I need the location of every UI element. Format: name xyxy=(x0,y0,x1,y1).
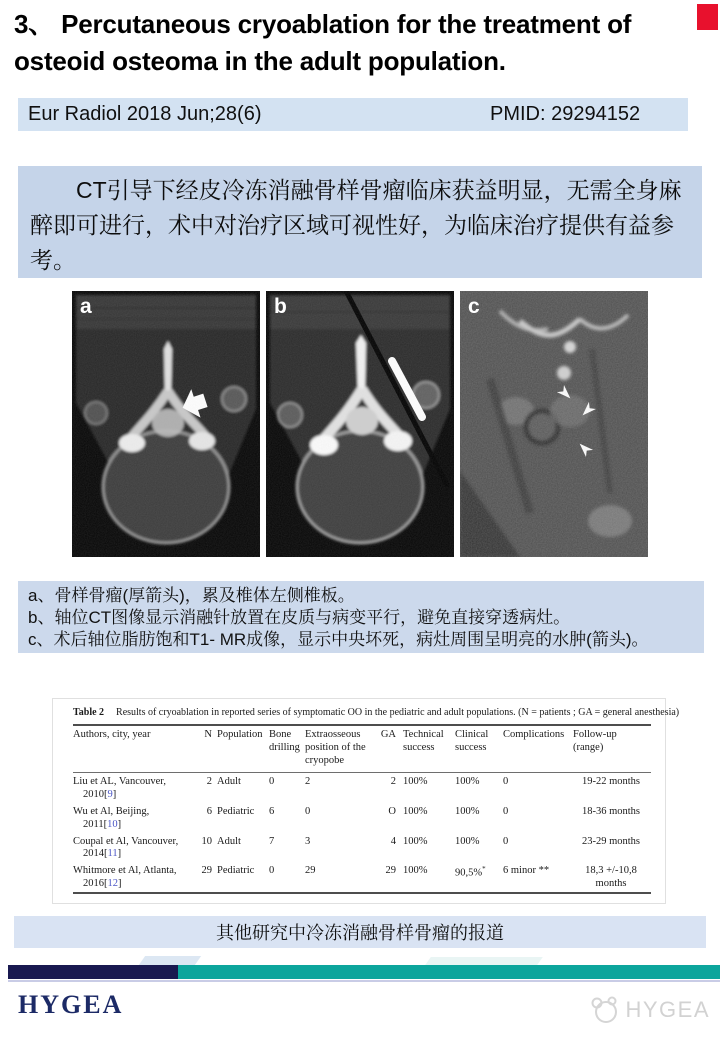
table-cell: Wu et Al, Beijing, 2011[10] xyxy=(73,805,150,830)
figure-caption-box xyxy=(18,581,704,653)
table-cell: 0 xyxy=(269,865,275,877)
panel-label-b: b xyxy=(274,295,287,318)
hygea-watermark-text: HYGEA xyxy=(625,997,710,1022)
table-cell: 100% xyxy=(403,776,428,788)
table-cell: 90,5%* xyxy=(455,865,486,879)
table-header-cell: Complications xyxy=(503,725,573,773)
footer-teal-bar xyxy=(178,965,720,979)
table-cell: 4 xyxy=(390,835,396,847)
table-header-cell: Technical success xyxy=(403,725,455,773)
caption-line-c: c、术后轴位脂肪饱和T1- MR成像，显示中央坏死，病灶周围呈明亮的水肿(箭头)。 xyxy=(28,630,649,649)
journal-citation: Eur Radiol 2018 Jun;28(6) xyxy=(28,103,262,125)
table-cell: O xyxy=(388,805,396,817)
table-header-cell: Extraosseous position of the cryopobe xyxy=(305,725,371,773)
table-header-cell: GA xyxy=(371,725,403,773)
table-cell: 18,3 +/-10,8 months xyxy=(585,865,637,889)
footer-underline xyxy=(8,980,720,982)
table-row xyxy=(73,773,651,803)
slide-title: 3、 Percutaneous cryoablation for the treatment of osteoid osteoma in the adult population. xyxy=(14,9,632,76)
table-cell: 18-36 months xyxy=(581,805,641,817)
table-cell: 100% xyxy=(403,865,428,877)
mr-axial-image xyxy=(460,291,648,557)
abstract-summary-box xyxy=(18,166,702,278)
figure-strip xyxy=(72,291,648,557)
table-cell: 2 xyxy=(390,776,396,788)
table-header-cell: Authors, city, year xyxy=(73,725,191,773)
table-cell: 23-29 months xyxy=(581,835,641,847)
table-cell: 19-22 months xyxy=(581,776,641,788)
table-cell: 6 xyxy=(269,805,275,817)
table-row xyxy=(73,862,651,893)
journal-bar xyxy=(18,98,688,131)
panel-label-a: a xyxy=(80,295,92,318)
table-cell: 0 xyxy=(503,835,509,847)
table-caption-text: Results of cryoablation in reported series of symptomatic OO in the pediatric and adult populations. (N = patients ; GA = general anesthesia) xyxy=(116,707,680,718)
pmid-text: PMID: 29294152 xyxy=(490,103,641,125)
hygea-logo-icon xyxy=(589,996,619,1024)
table-cell: 2 xyxy=(305,776,311,788)
table-header-row xyxy=(73,725,651,773)
table-cell: Adult xyxy=(217,776,241,788)
table-header-cell: Population xyxy=(217,725,269,773)
table-row xyxy=(73,803,651,833)
table-cell: 6 minor ** xyxy=(503,865,550,877)
ct-image-panel-a xyxy=(72,291,260,557)
bottom-banner xyxy=(14,916,706,948)
red-corner-marker xyxy=(697,4,718,30)
mr-image-panel-c xyxy=(460,291,648,557)
table-cell: Liu et AL, Vancouver, 2010[9] xyxy=(73,776,166,801)
ct-image-panel-b xyxy=(266,291,454,557)
table-cell: 100% xyxy=(455,835,480,847)
table-cell: 100% xyxy=(455,776,480,788)
table-cell: 0 xyxy=(503,776,509,788)
table-cell: 100% xyxy=(403,835,428,847)
table-cell: 7 xyxy=(269,835,275,847)
table-cell: 10 xyxy=(201,835,212,847)
table-header-cell: Bone drilling xyxy=(269,725,305,773)
table-cell: 0 xyxy=(503,805,509,817)
caption-line-b: b、轴位CT图像显示消融针放置在皮质与病变平行，避免直接穿透病灶。 xyxy=(28,608,571,627)
table-cell: Adult xyxy=(217,835,241,847)
table-header-cell: Clinical success xyxy=(455,725,503,773)
table-cell: 3 xyxy=(305,835,311,847)
table-header-cell: N xyxy=(191,725,217,773)
ct-axial-image xyxy=(72,291,260,557)
hygea-watermark xyxy=(589,996,710,1024)
ct-axial-needle-image xyxy=(266,291,454,557)
table-row xyxy=(73,833,651,863)
table-cell: 100% xyxy=(455,805,480,817)
table-cell: Pediatric xyxy=(217,805,255,817)
table-cell: 29 xyxy=(201,865,212,877)
table-cell: Coupal et Al, Vancouver, 2014[11] xyxy=(73,835,179,860)
table-cell: 100% xyxy=(403,805,428,817)
table-cell: 29 xyxy=(305,865,316,877)
footer-navy-bar xyxy=(8,965,178,979)
table-caption xyxy=(73,707,680,718)
table-cell: Pediatric xyxy=(217,865,255,877)
table-cell: 6 xyxy=(206,805,212,817)
table-header-cell: Follow-up (range) xyxy=(573,725,651,773)
table-cell: 29 xyxy=(385,865,396,877)
hygea-logo-text: HYGEA xyxy=(18,990,124,1019)
table-caption-label: Table 2 xyxy=(73,707,105,718)
table-cell: Whitmore et Al, Atlanta, 2016[12] xyxy=(73,865,177,889)
caption-line-a: a、骨样骨瘤(厚箭头)，累及椎体左侧椎板。 xyxy=(28,586,355,605)
bottom-banner-text: 其他研究中冷冻消融骨样骨瘤的报道 xyxy=(216,923,504,943)
footer-accent-swoosh-left xyxy=(139,956,201,965)
table-cell: 2 xyxy=(206,776,212,788)
abstract-text: CT引导下经皮冷冻消融骨样骨瘤临床获益明显，无需全身麻醉即可进行，术中对治疗区域可视性好，为临床治疗提供有益参考。 xyxy=(30,177,682,273)
results-table-panel xyxy=(52,698,680,904)
panel-label-c: c xyxy=(468,295,480,318)
table-cell: 0 xyxy=(305,805,311,817)
table-cell: 0 xyxy=(269,776,275,788)
footer-accent-swoosh-right xyxy=(425,957,543,965)
results-table xyxy=(73,724,651,894)
